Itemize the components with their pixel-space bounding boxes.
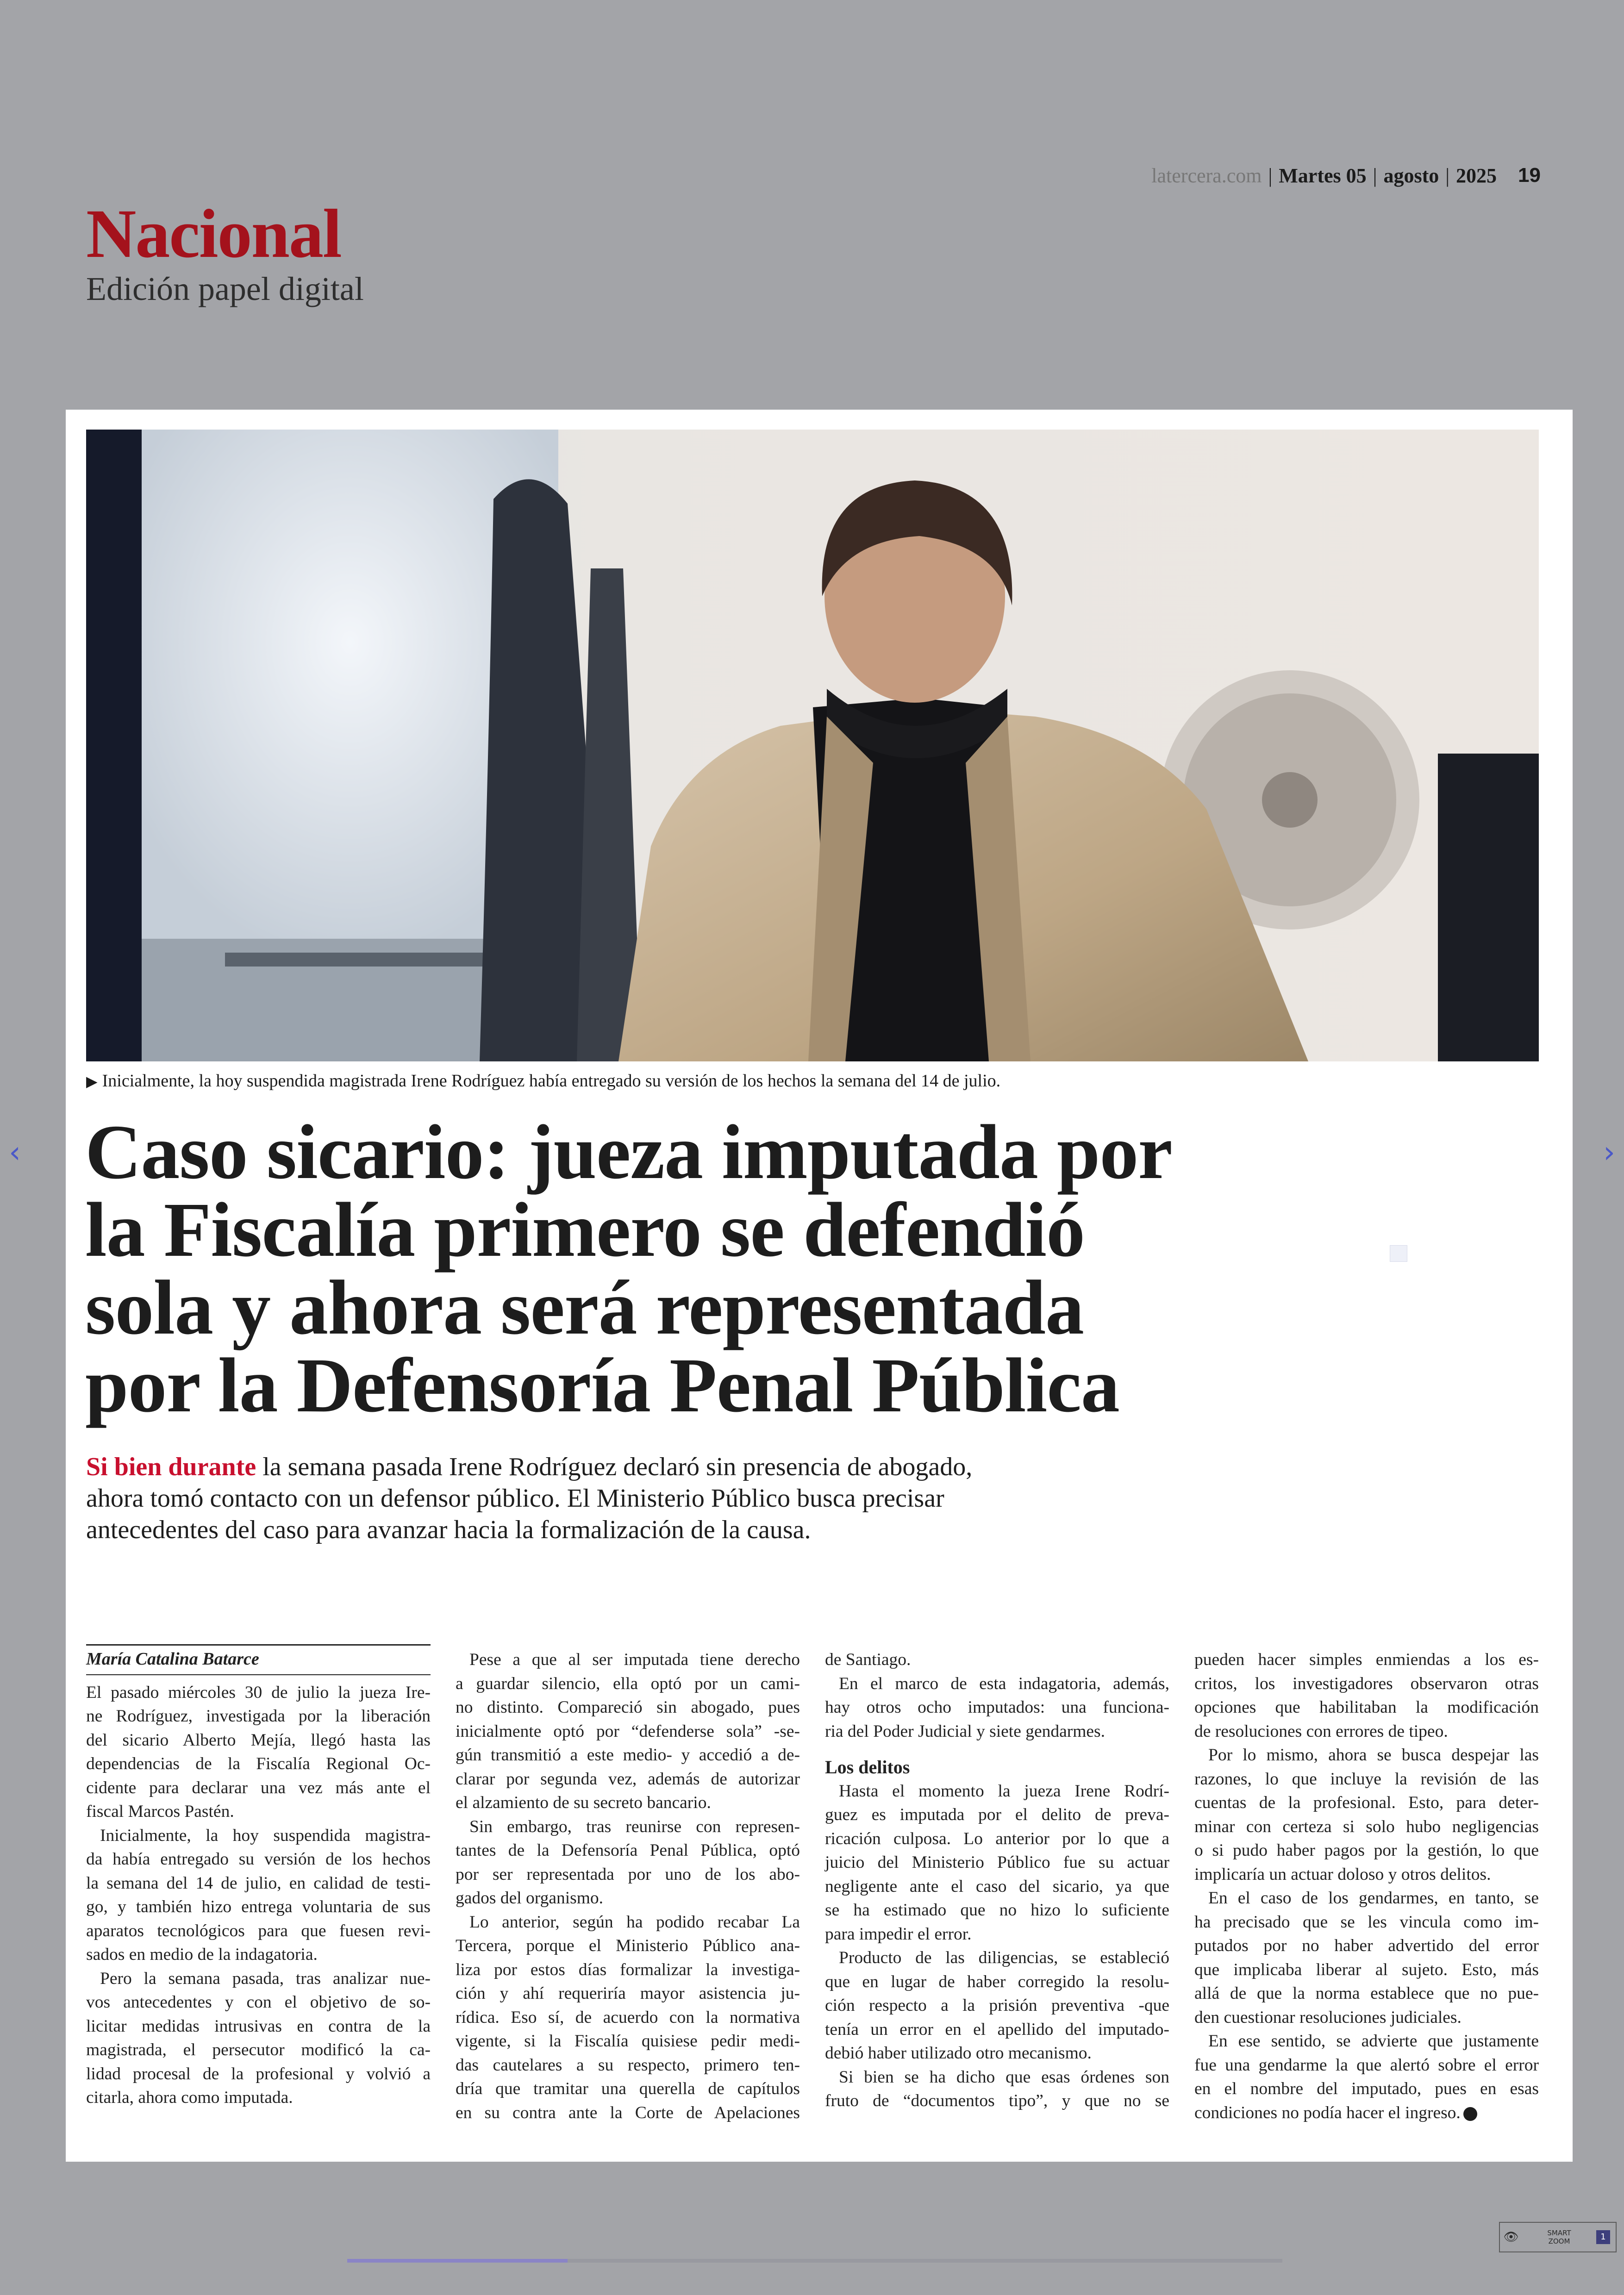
body-line: del sicario Alberto Mejía, llegó hasta las <box>86 1730 431 1750</box>
body-line: el alzamiento de su secreto bancario. <box>456 1793 711 1812</box>
headline <box>85 1109 1289 1428</box>
body-line: pueden hacer simples enmiendas a los es- <box>1194 1650 1539 1669</box>
smart-zoom-count: 1 <box>1596 2230 1610 2244</box>
page-progress-fill <box>347 2259 568 2263</box>
body-line: da había entregado su versión de los hechos <box>86 1850 431 1869</box>
body-line: putados por no haber advertido del error <box>1194 1936 1539 1955</box>
chevron-right-icon[interactable]: › <box>1603 1135 1615 1170</box>
page-number: 19 <box>1518 164 1541 187</box>
body-line: en su contra ante la Corte de Apelaciones <box>456 2103 800 2122</box>
article-column-1 <box>86 1648 431 2110</box>
body-line: Por lo mismo, ahora se busca despejar las <box>1208 1746 1539 1765</box>
body-line: que en lugar de haber corregido la resolu- <box>825 1972 1169 1991</box>
dek <box>86 1451 1105 1546</box>
body-line-text: condiciones no podía hacer el ingreso. <box>1194 2103 1461 2122</box>
body-line: vos antecedentes y con el objetivo de so- <box>86 1993 431 2012</box>
body-line: En el caso de los gendarmes, en tanto, se <box>1208 1889 1539 1908</box>
body-line: El pasado miércoles 30 de julio la jueza Ire- <box>86 1683 431 1702</box>
smart-zoom-button[interactable] <box>1499 2222 1617 2252</box>
body-line: opciones que habilitaban la modificación <box>1194 1698 1539 1717</box>
body-line: razones, lo que incluye la revisión de las <box>1194 1769 1539 1789</box>
article-column-2 <box>456 1648 800 2125</box>
body-line: la semana del 14 de julio, en calidad de testi- <box>86 1873 431 1893</box>
eye-icon: 👁 <box>1503 2230 1519 2244</box>
body-line: gados del organismo. <box>456 1889 604 1908</box>
body-line: se ha estimado que no hizo lo suficiente <box>825 1901 1169 1920</box>
article-body <box>86 1648 1539 2139</box>
smart-zoom-label-line: ZOOM <box>1548 2237 1570 2245</box>
dek-line-text: la semana pasada Irene Rodríguez declaró sin presencia de abogado, <box>256 1453 973 1481</box>
chevron-left-icon[interactable]: ‹ <box>9 1135 21 1170</box>
body-line: dependencias de la Fiscalía Regional Oc- <box>86 1754 431 1773</box>
header-weekday-day: Martes 05 <box>1279 164 1367 187</box>
headline-line: sola y ahora será representada <box>85 1265 1084 1351</box>
body-line: minar con certeza si solo hubo negligencias <box>1194 1817 1539 1836</box>
body-line: ción respecto a la prisión preventiva -que <box>825 1996 1169 2015</box>
body-line: tantes de la Defensoría Penal Pública, optó <box>456 1841 800 1860</box>
body-line: no distinto. Compareció sin abogado, pues <box>456 1698 800 1717</box>
section-subtitle: Edición papel digital <box>86 270 364 307</box>
article-photo <box>86 430 1539 1061</box>
body-line: liza por estos días formalizar la investiga- <box>456 1960 800 1979</box>
body-line: dría que tramitar una querella de capítulos <box>456 2079 800 2098</box>
body-line: gún transmitió a este medio- y accedió a de- <box>456 1746 800 1765</box>
header-separator: | <box>1445 164 1450 187</box>
headline-line: por la Defensoría Penal Pública <box>85 1342 1119 1428</box>
body-line: ricación culposa. Lo anterior por lo que a <box>825 1829 1169 1848</box>
body-line: de resoluciones con errores de tipeo. <box>1194 1721 1448 1741</box>
body-line: en el nombre del imputado, pues en esas <box>1194 2079 1539 2098</box>
body-line: guez es imputada por el delito de preva- <box>825 1805 1169 1824</box>
body-line: licitar medidas intrusivas en contra de la <box>86 2016 431 2036</box>
body-line: de Santiago. <box>825 1650 911 1669</box>
body-line: Lo anterior, según ha podido recabar La <box>469 1912 800 1932</box>
smart-zoom-label-line: SMART <box>1547 2229 1571 2237</box>
body-line: Tercera, porque el Ministerio Público ana- <box>456 1936 800 1955</box>
article-column-4 <box>1194 1648 1539 2125</box>
body-line: vigente, si la Fiscalía quisiese pedir medi- <box>456 2032 800 2051</box>
body-line: ción y ahí requeriría mayor asistencia ju- <box>456 1984 800 2003</box>
body-line: Si bien se ha dicho que esas órdenes son <box>839 2067 1169 2087</box>
body-line: allá de que la norma establece que no pue- <box>1194 1984 1539 2003</box>
dek-line-1 <box>86 1451 1105 1483</box>
body-line: que implicaba liberar al sujeto. Esto, más <box>1194 1960 1539 1979</box>
dek-lead: Si bien durante <box>86 1453 256 1481</box>
section-subhead: Los delitos <box>825 1757 910 1777</box>
body-line: inicialmente optó por “defenderse sola” -se- <box>456 1721 800 1741</box>
body-line: ria del Poder Judicial y siete gendarmes. <box>825 1721 1106 1741</box>
body-line: Hasta el momento la jueza Irene Rodrí- <box>839 1781 1169 1801</box>
body-line: negligente ante el caso del sicario, ya que <box>825 1877 1169 1896</box>
caption-marker-icon: ▶ <box>86 1073 98 1090</box>
body-line: fue una gendarme la que alertó sobre el error <box>1194 2055 1539 2075</box>
page-header-info <box>1151 159 1541 192</box>
body-line: Inicialmente, la hoy suspendida magistra- <box>100 1826 431 1845</box>
body-line: das cautelares a su respecto, primero ten- <box>456 2055 800 2075</box>
photo-caption <box>86 1071 1539 1091</box>
body-line: juicio del Ministerio Público fue su actuar <box>825 1853 1169 1872</box>
body-line: lidad procesal de la profesional y volvió a <box>86 2064 431 2083</box>
body-line: fruto de “documentos tipo”, y que no se <box>825 2091 1169 2110</box>
body-line: o si pudo haber pagos por la gestión, lo que <box>1194 1841 1539 1860</box>
headline-line: Caso sicario: jueza imputada por <box>85 1109 1172 1195</box>
body-line: aparatos tecnológicos para que fuesen revi- <box>86 1921 431 1940</box>
body-line: Sin embargo, tras reunirse con represen- <box>469 1817 800 1836</box>
header-month: agosto <box>1383 164 1439 187</box>
body-line: magistrada, el persecutor modificó la ca- <box>86 2040 431 2059</box>
dek-line: antecedentes del caso para avanzar hacia la formalización de la causa. <box>86 1515 811 1544</box>
body-line: a guardar silencio, ella optó por un cami- <box>456 1674 800 1693</box>
byline: María Catalina Batarce <box>86 1644 431 1675</box>
body-line: fiscal Marcos Pastén. <box>86 1802 234 1821</box>
body-line: den cuestionar resoluciones judiciales. <box>1194 2008 1462 2027</box>
body-line: go, y también hizo entrega voluntaria de sus <box>86 1897 431 1916</box>
site-name: latercera.com <box>1151 164 1262 187</box>
header-separator: | <box>1268 164 1273 187</box>
article-column-3 <box>825 1648 1169 2113</box>
caption-text: Inicialmente, la hoy suspendida magistrada Irene Rodríguez había entregado su versión de los hechos la semana del 14 de julio. <box>102 1071 1001 1091</box>
headline-line: la Fiscalía primero se defendió <box>85 1187 1085 1273</box>
body-line: ne Rodríguez, investigada por la liberación <box>86 1707 431 1726</box>
body-line: para impedir el error. <box>825 1924 972 1944</box>
header-separator: | <box>1373 164 1377 187</box>
body-line: debió haber utilizado otro mecanismo. <box>825 2044 1092 2063</box>
newspaper-page <box>66 410 1573 2162</box>
body-line: cuentas de la profesional. Esto, para deter- <box>1194 1793 1539 1812</box>
body-line: clarar por segunda vez, además de autorizar <box>456 1769 800 1789</box>
body-line <box>1194 2101 1539 2125</box>
page-progress-bar[interactable] <box>347 2259 1282 2263</box>
body-line: En el marco de esta indagatoria, además, <box>839 1674 1169 1693</box>
body-line: En ese sentido, se advierte que justamente <box>1208 2032 1539 2051</box>
body-line: Pero la semana pasada, tras analizar nue- <box>100 1969 431 1988</box>
body-line: cidente para declarar una vez más ante el <box>86 1778 431 1797</box>
body-line: citarla, ahora como imputada. <box>86 2088 293 2107</box>
body-line: rídica. Eso sí, de acuerdo con la normativa <box>456 2008 800 2027</box>
body-line: critos, los investigadores observaron otras <box>1194 1674 1539 1693</box>
annotation-marker-icon[interactable] <box>1390 1245 1407 1262</box>
smart-zoom-label <box>1522 2229 1596 2245</box>
body-line: Pese a que al ser imputada tiene derecho <box>469 1650 800 1669</box>
section-title: Nacional <box>86 195 341 272</box>
end-bullet-icon <box>1463 2107 1477 2121</box>
header-year: 2025 <box>1456 164 1497 187</box>
body-line: por ser representada por uno de los abo- <box>456 1865 800 1884</box>
body-line: ha precisado que se les vincula como im- <box>1194 1912 1539 1932</box>
body-line: implicaría un actuar doloso y otros delitos. <box>1194 1865 1491 1884</box>
body-line: sados en medio de la indagatoria. <box>86 1945 318 1964</box>
body-line: tenía un error en el apellido del imputado- <box>825 2020 1169 2039</box>
body-line: Producto de las diligencias, se estableció <box>839 1948 1169 1967</box>
body-line: hay otros ocho imputados: una funciona- <box>825 1698 1169 1717</box>
dek-line: ahora tomó contacto con un defensor público. El Ministerio Público busca precisar <box>86 1484 944 1513</box>
